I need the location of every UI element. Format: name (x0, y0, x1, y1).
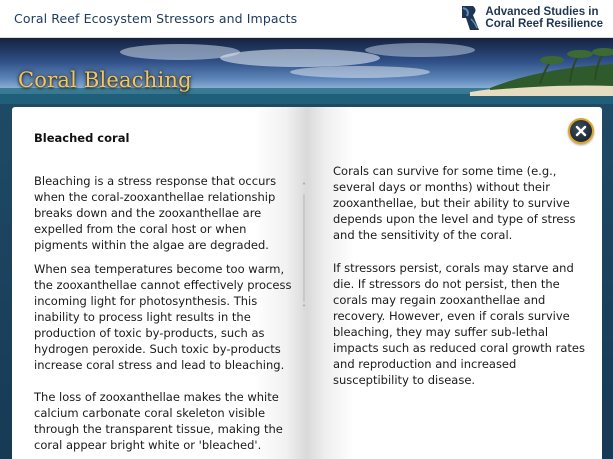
section-title: Coral Bleaching (18, 68, 192, 92)
page-heading: Bleached coral (34, 131, 130, 145)
right-paragraph-2: If stressors persist, corals may starve and die. If stressors do not persist, then the corals may regain zooxanthellae and recovery. However, even if corals survive bleaching, they may suffer sub-lethal impacts such as reduced coral growth rates and reproduction and increased susceptibility to disease. (333, 261, 585, 387)
wave-logo-icon (459, 4, 481, 32)
scrollbar[interactable] (300, 182, 307, 314)
brand (459, 4, 603, 32)
right-page (307, 107, 602, 459)
brand-line-2: Coral Reef Resilience (485, 18, 603, 30)
module-title: Coral Reef Ecosystem Stressors and Impacts (14, 11, 298, 26)
brand-line-1: Advanced Studies in (485, 6, 599, 18)
brand-text (485, 6, 603, 30)
scroll-thumb[interactable] (303, 194, 305, 302)
right-paragraph-1: Corals can survive for some time (e.g., several days or months) without their zooxanthellae, but their ability to survive depends upon the level and type of stress and the sensitivity of the coral. (333, 164, 576, 242)
scroll-down-arrow-icon[interactable]: ˅ (302, 304, 306, 313)
close-button[interactable] (568, 118, 594, 144)
left-paragraph-2: When sea temperatures become too warm, the zooxanthellae cannot effectively process incoming light for photosynthesis. This inability to process light results in the production of toxic by-products, such as hydrogen peroxide. Such toxic by-products increase coral stress and lead to bleaching. (34, 262, 292, 372)
left-paragraph-1: Bleaching is a stress response that occurs when the coral-zooxanthellae relationship breaks down and the zooxanthellae are expelled from the coral host or when pigments within the algae are degraded. (34, 174, 277, 252)
banner (0, 38, 613, 104)
top-bar (0, 0, 613, 38)
scroll-up-arrow-icon[interactable]: ˄ (302, 182, 306, 191)
close-icon (575, 125, 587, 137)
left-paragraph-3: The loss of zooxanthellae makes the white calcium carbonate coral skeleton visible through the transparent tissue, making the coral appear bright white or 'bleached'. (34, 390, 283, 452)
open-book-panel (12, 107, 602, 459)
left-page[interactable] (12, 107, 307, 459)
